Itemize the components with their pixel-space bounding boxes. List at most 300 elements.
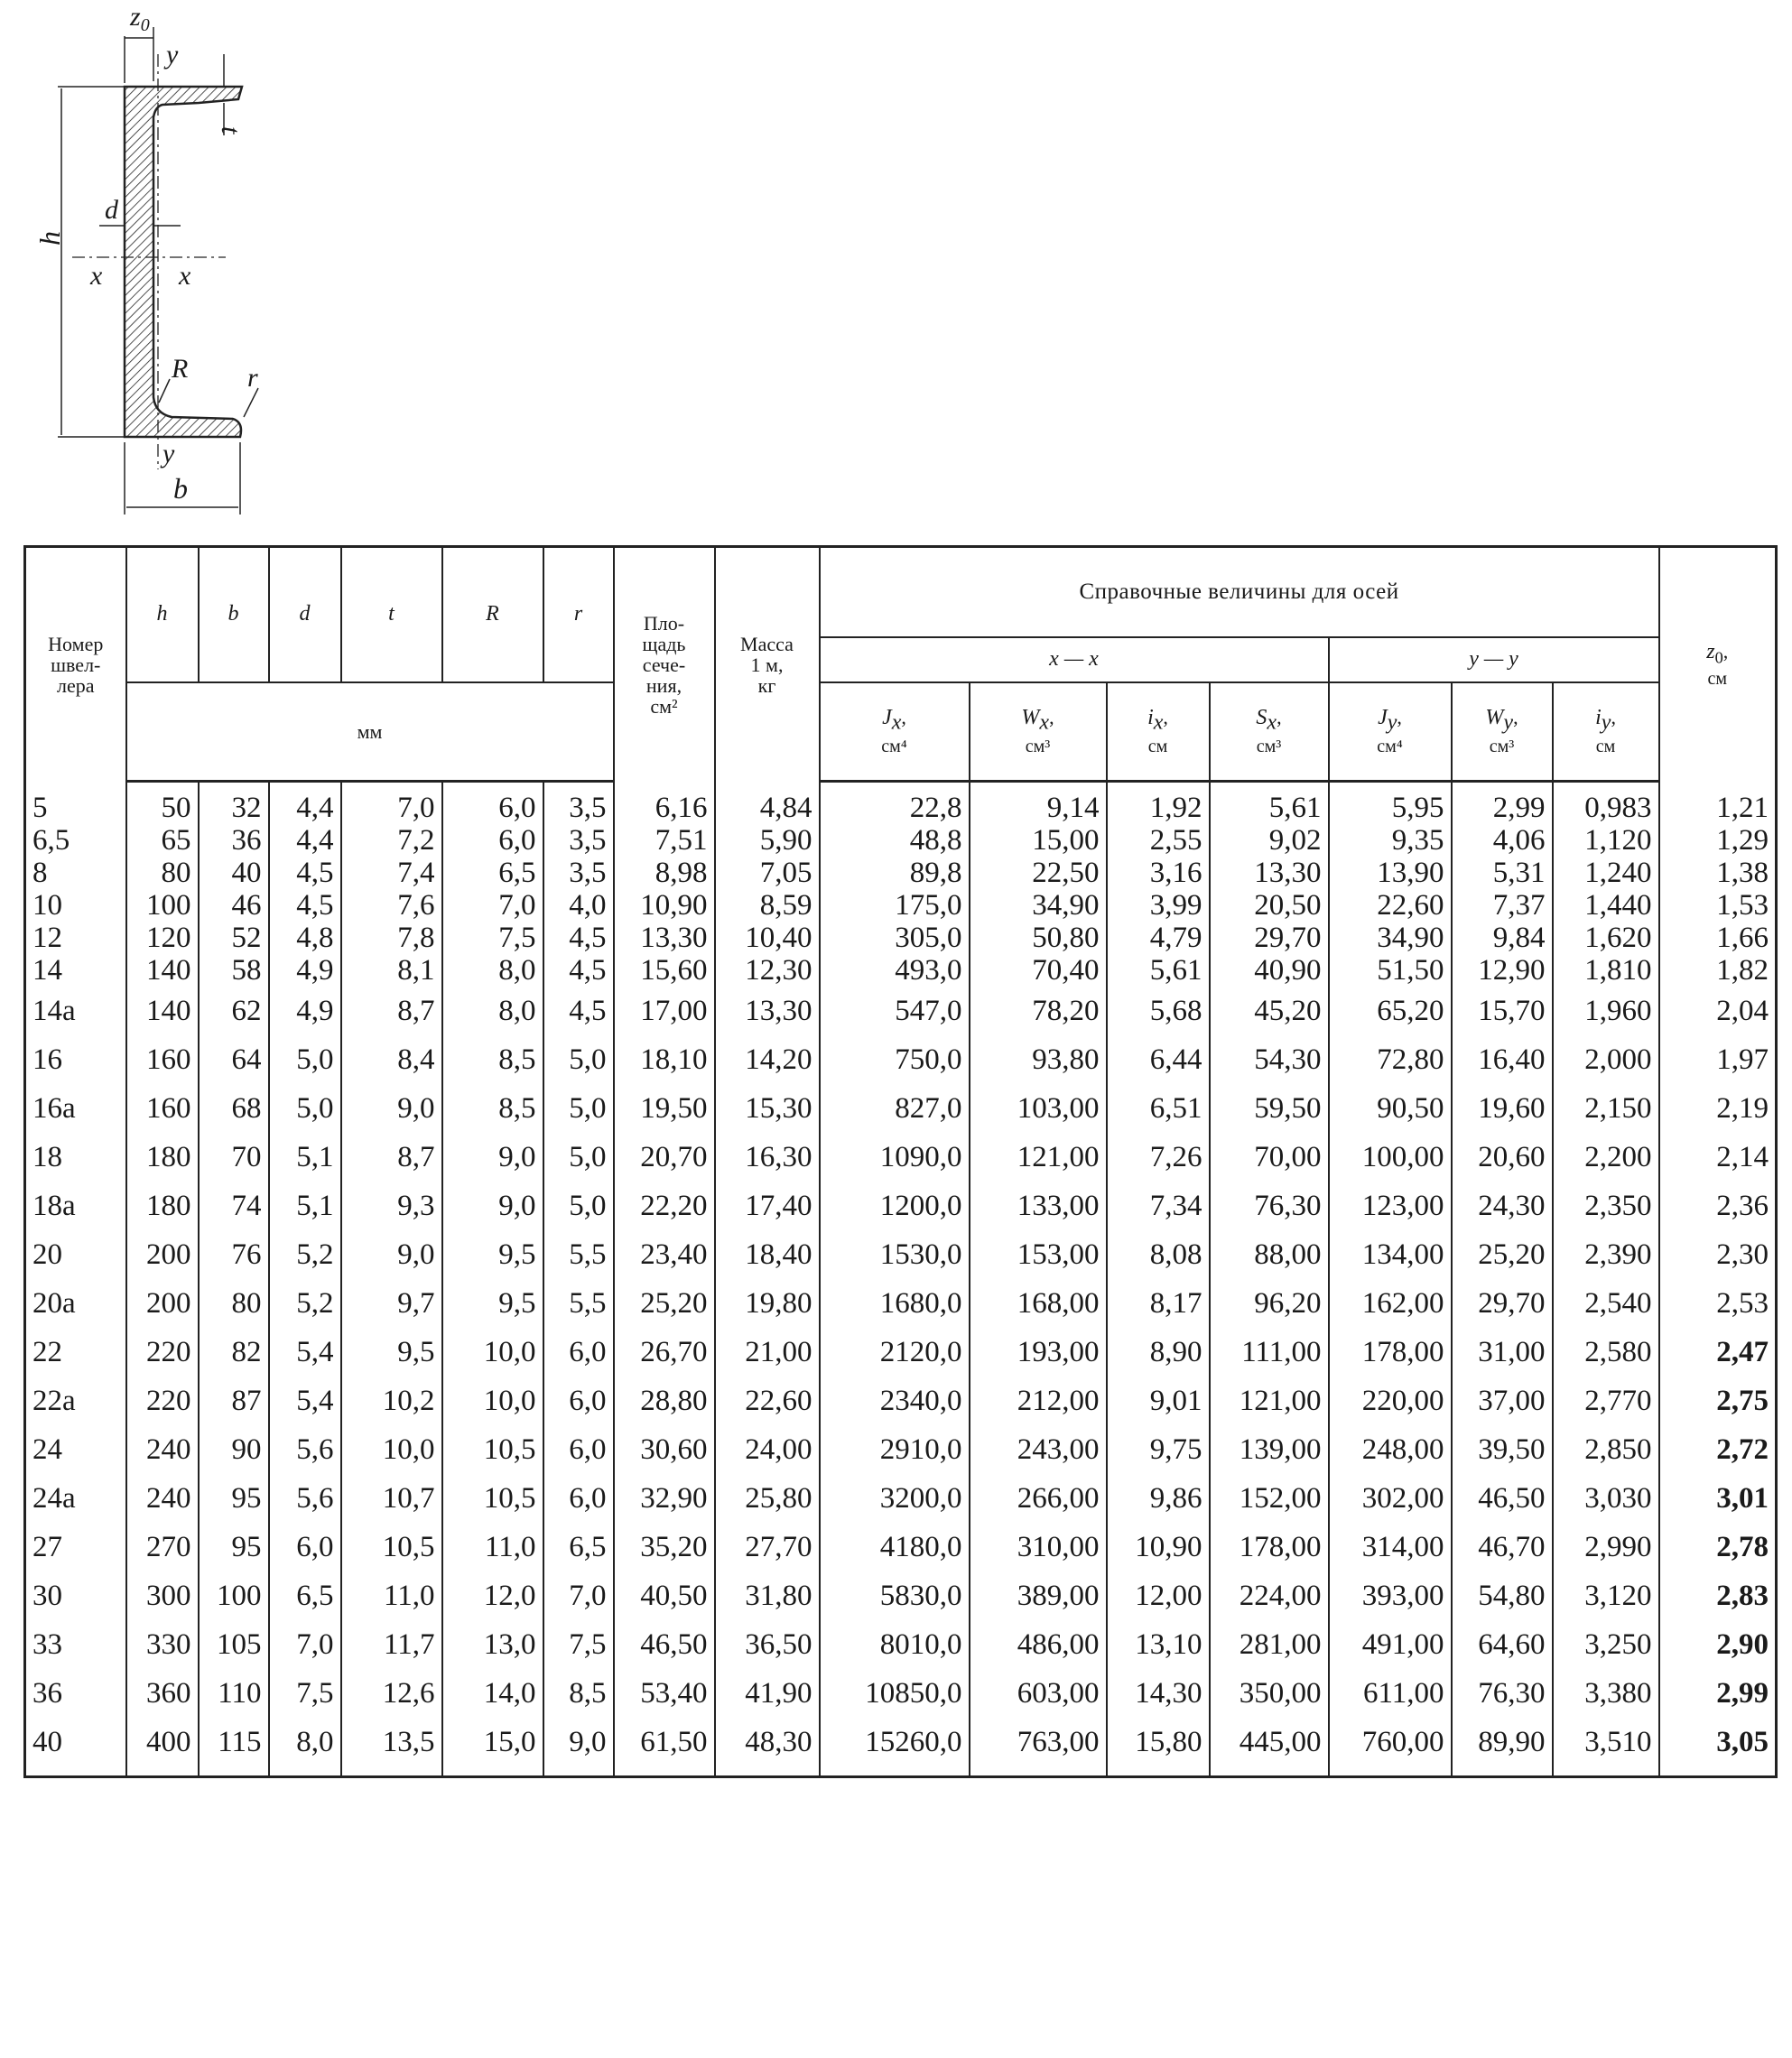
cell-b: 32 bbox=[199, 782, 269, 825]
cell-z0: 2,83 bbox=[1659, 1571, 1777, 1620]
table-row bbox=[25, 1523, 1777, 1571]
cell-h: 80 bbox=[126, 857, 199, 889]
table-row bbox=[25, 1279, 1777, 1328]
cell-area: 20,70 bbox=[614, 1133, 715, 1182]
header-reference: Справочные величины для осей bbox=[820, 547, 1659, 637]
cell-Wx: 763,00 bbox=[970, 1718, 1107, 1777]
cell-number: 33 bbox=[25, 1620, 126, 1669]
cell-Wy: 15,70 bbox=[1452, 987, 1553, 1035]
cell-b: 105 bbox=[199, 1620, 269, 1669]
cell-Jx: 493,0 bbox=[820, 954, 970, 987]
cell-Sx: 224,00 bbox=[1210, 1571, 1329, 1620]
cell-Sx: 45,20 bbox=[1210, 987, 1329, 1035]
cell-area: 30,60 bbox=[614, 1425, 715, 1474]
cell-r: 6,0 bbox=[543, 1328, 614, 1377]
cell-R: 15,0 bbox=[442, 1718, 543, 1777]
cell-Sx: 76,30 bbox=[1210, 1182, 1329, 1230]
cell-Wx: 212,00 bbox=[970, 1377, 1107, 1425]
cell-area: 23,40 bbox=[614, 1230, 715, 1279]
cell-Wy: 31,00 bbox=[1452, 1328, 1553, 1377]
cell-ix: 2,55 bbox=[1107, 824, 1210, 857]
cell-number: 10 bbox=[25, 889, 126, 922]
cell-t: 7,8 bbox=[341, 922, 442, 954]
cell-d: 4,9 bbox=[269, 987, 341, 1035]
cell-mass: 24,00 bbox=[715, 1425, 820, 1474]
cell-area: 28,80 bbox=[614, 1377, 715, 1425]
cell-d: 5,6 bbox=[269, 1425, 341, 1474]
cell-R: 6,5 bbox=[442, 857, 543, 889]
cell-r: 4,0 bbox=[543, 889, 614, 922]
cell-t: 9,7 bbox=[341, 1279, 442, 1328]
cell-t: 8,4 bbox=[341, 1035, 442, 1084]
cell-Wy: 4,06 bbox=[1452, 824, 1553, 857]
cell-Jy: 314,00 bbox=[1329, 1523, 1452, 1571]
cell-b: 36 bbox=[199, 824, 269, 857]
cell-number: 8 bbox=[25, 857, 126, 889]
cell-z0: 2,53 bbox=[1659, 1279, 1777, 1328]
cell-Jy: 123,00 bbox=[1329, 1182, 1452, 1230]
cell-mass: 7,05 bbox=[715, 857, 820, 889]
cell-t: 9,0 bbox=[341, 1230, 442, 1279]
cell-number: 20 bbox=[25, 1230, 126, 1279]
cell-d: 5,2 bbox=[269, 1230, 341, 1279]
cell-r: 8,5 bbox=[543, 1669, 614, 1718]
cell-Jx: 1090,0 bbox=[820, 1133, 970, 1182]
cell-h: 140 bbox=[126, 987, 199, 1035]
cell-Wy: 2,99 bbox=[1452, 782, 1553, 825]
cell-h: 50 bbox=[126, 782, 199, 825]
cell-Wx: 78,20 bbox=[970, 987, 1107, 1035]
cell-Jy: 134,00 bbox=[1329, 1230, 1452, 1279]
label-x-right: x bbox=[179, 261, 191, 291]
cell-Jy: 178,00 bbox=[1329, 1328, 1452, 1377]
cell-area: 10,90 bbox=[614, 889, 715, 922]
header-r: r bbox=[543, 547, 614, 682]
header-area: Пло- щадь сече- ния, см² bbox=[614, 547, 715, 782]
cell-z0: 3,01 bbox=[1659, 1474, 1777, 1523]
cell-r: 6,0 bbox=[543, 1474, 614, 1523]
cell-number: 20а bbox=[25, 1279, 126, 1328]
cell-mass: 22,60 bbox=[715, 1377, 820, 1425]
cell-area: 8,98 bbox=[614, 857, 715, 889]
cell-b: 95 bbox=[199, 1523, 269, 1571]
cell-ix: 5,61 bbox=[1107, 954, 1210, 987]
cell-Jy: 393,00 bbox=[1329, 1571, 1452, 1620]
header-R: R bbox=[442, 547, 543, 682]
cell-Sx: 59,50 bbox=[1210, 1084, 1329, 1133]
cell-Jx: 10850,0 bbox=[820, 1669, 970, 1718]
cell-mass: 19,80 bbox=[715, 1279, 820, 1328]
table-row bbox=[25, 922, 1777, 954]
cell-d: 4,4 bbox=[269, 824, 341, 857]
table-row bbox=[25, 1425, 1777, 1474]
cell-h: 65 bbox=[126, 824, 199, 857]
cell-ix: 6,51 bbox=[1107, 1084, 1210, 1133]
table-row bbox=[25, 987, 1777, 1035]
cell-Sx: 29,70 bbox=[1210, 922, 1329, 954]
header-d: d bbox=[269, 547, 341, 682]
cell-number: 18 bbox=[25, 1133, 126, 1182]
cell-ix: 4,79 bbox=[1107, 922, 1210, 954]
cell-Jy: 34,90 bbox=[1329, 922, 1452, 954]
cell-R: 6,0 bbox=[442, 824, 543, 857]
cell-d: 7,0 bbox=[269, 1620, 341, 1669]
cell-ix: 3,99 bbox=[1107, 889, 1210, 922]
cell-Jx: 305,0 bbox=[820, 922, 970, 954]
cell-Jx: 750,0 bbox=[820, 1035, 970, 1084]
table-row bbox=[25, 1328, 1777, 1377]
cell-t: 8,7 bbox=[341, 1133, 442, 1182]
cell-r: 3,5 bbox=[543, 857, 614, 889]
cell-Jx: 2340,0 bbox=[820, 1377, 970, 1425]
cell-Jy: 22,60 bbox=[1329, 889, 1452, 922]
table-row bbox=[25, 1084, 1777, 1133]
cell-d: 5,4 bbox=[269, 1377, 341, 1425]
cell-r: 5,5 bbox=[543, 1230, 614, 1279]
cell-R: 10,0 bbox=[442, 1328, 543, 1377]
cell-mass: 25,80 bbox=[715, 1474, 820, 1523]
cell-area: 6,16 bbox=[614, 782, 715, 825]
cell-Sx: 96,20 bbox=[1210, 1279, 1329, 1328]
cell-r: 5,0 bbox=[543, 1182, 614, 1230]
cell-Jx: 5830,0 bbox=[820, 1571, 970, 1620]
cell-number: 24 bbox=[25, 1425, 126, 1474]
cell-h: 180 bbox=[126, 1182, 199, 1230]
cell-b: 76 bbox=[199, 1230, 269, 1279]
cell-Sx: 88,00 bbox=[1210, 1230, 1329, 1279]
cell-iy: 2,200 bbox=[1553, 1133, 1659, 1182]
header-Wy: $W_y$, см³ bbox=[1452, 682, 1553, 782]
cell-r: 4,5 bbox=[543, 922, 614, 954]
cell-Wy: 24,30 bbox=[1452, 1182, 1553, 1230]
cell-Jx: 2120,0 bbox=[820, 1328, 970, 1377]
cell-Wx: 389,00 bbox=[970, 1571, 1107, 1620]
cell-h: 120 bbox=[126, 922, 199, 954]
cell-area: 19,50 bbox=[614, 1084, 715, 1133]
cell-Wy: 29,70 bbox=[1452, 1279, 1553, 1328]
table-row bbox=[25, 782, 1777, 825]
table-row bbox=[25, 857, 1777, 889]
table-row bbox=[25, 824, 1777, 857]
cell-r: 5,0 bbox=[543, 1084, 614, 1133]
cell-h: 270 bbox=[126, 1523, 199, 1571]
cell-iy: 2,580 bbox=[1553, 1328, 1659, 1377]
cell-number: 40 bbox=[25, 1718, 126, 1777]
cell-R: 12,0 bbox=[442, 1571, 543, 1620]
cell-d: 5,6 bbox=[269, 1474, 341, 1523]
cell-mass: 4,84 bbox=[715, 782, 820, 825]
cell-R: 8,0 bbox=[442, 987, 543, 1035]
cell-b: 110 bbox=[199, 1669, 269, 1718]
cell-r: 5,0 bbox=[543, 1035, 614, 1084]
cell-Jy: 302,00 bbox=[1329, 1474, 1452, 1523]
cell-d: 5,0 bbox=[269, 1084, 341, 1133]
cell-Jx: 547,0 bbox=[820, 987, 970, 1035]
cell-z0: 2,14 bbox=[1659, 1133, 1777, 1182]
header-number: Номер швел- лера bbox=[25, 547, 126, 782]
cell-Wx: 310,00 bbox=[970, 1523, 1107, 1571]
cell-Wy: 9,84 bbox=[1452, 922, 1553, 954]
cell-Wx: 153,00 bbox=[970, 1230, 1107, 1279]
cell-area: 35,20 bbox=[614, 1523, 715, 1571]
label-R: R bbox=[172, 354, 189, 384]
cell-Jy: 51,50 bbox=[1329, 954, 1452, 987]
cell-iy: 2,390 bbox=[1553, 1230, 1659, 1279]
cell-z0: 1,21 bbox=[1659, 782, 1777, 825]
header-Jy: $J_y$, см⁴ bbox=[1329, 682, 1452, 782]
cell-r: 5,0 bbox=[543, 1133, 614, 1182]
cell-r: 6,5 bbox=[543, 1523, 614, 1571]
cell-Jy: 248,00 bbox=[1329, 1425, 1452, 1474]
cell-Wx: 168,00 bbox=[970, 1279, 1107, 1328]
cell-t: 8,1 bbox=[341, 954, 442, 987]
cell-d: 4,5 bbox=[269, 857, 341, 889]
header-z0: $z_0$, см bbox=[1659, 547, 1777, 782]
cell-ix: 8,17 bbox=[1107, 1279, 1210, 1328]
cell-Jy: 90,50 bbox=[1329, 1084, 1452, 1133]
cell-r: 7,0 bbox=[543, 1571, 614, 1620]
cell-Wy: 46,70 bbox=[1452, 1523, 1553, 1571]
cell-R: 11,0 bbox=[442, 1523, 543, 1571]
cell-b: 74 bbox=[199, 1182, 269, 1230]
cell-area: 7,51 bbox=[614, 824, 715, 857]
cell-b: 100 bbox=[199, 1571, 269, 1620]
table-row bbox=[25, 1035, 1777, 1084]
cell-Sx: 152,00 bbox=[1210, 1474, 1329, 1523]
cell-t: 10,0 bbox=[341, 1425, 442, 1474]
table-body bbox=[25, 782, 1777, 1777]
cell-Jy: 5,95 bbox=[1329, 782, 1452, 825]
cell-mass: 48,30 bbox=[715, 1718, 820, 1777]
cell-h: 140 bbox=[126, 954, 199, 987]
channel-properties-table bbox=[23, 545, 1778, 1778]
cell-R: 14,0 bbox=[442, 1669, 543, 1718]
cell-Sx: 5,61 bbox=[1210, 782, 1329, 825]
cell-mass: 17,40 bbox=[715, 1182, 820, 1230]
cell-R: 10,5 bbox=[442, 1474, 543, 1523]
channel-properties-table-wrap bbox=[23, 545, 1775, 1778]
cell-R: 13,0 bbox=[442, 1620, 543, 1669]
cell-z0: 2,72 bbox=[1659, 1425, 1777, 1474]
cell-Wx: 15,00 bbox=[970, 824, 1107, 857]
cell-h: 160 bbox=[126, 1035, 199, 1084]
cell-t: 9,0 bbox=[341, 1084, 442, 1133]
cell-mass: 21,00 bbox=[715, 1328, 820, 1377]
cell-Jx: 15260,0 bbox=[820, 1718, 970, 1777]
cell-z0: 2,47 bbox=[1659, 1328, 1777, 1377]
cell-b: 95 bbox=[199, 1474, 269, 1523]
cell-b: 70 bbox=[199, 1133, 269, 1182]
cell-d: 4,4 bbox=[269, 782, 341, 825]
cell-z0: 3,05 bbox=[1659, 1718, 1777, 1777]
cell-d: 5,1 bbox=[269, 1133, 341, 1182]
cell-Sx: 178,00 bbox=[1210, 1523, 1329, 1571]
cell-R: 9,0 bbox=[442, 1133, 543, 1182]
cell-Wx: 603,00 bbox=[970, 1669, 1107, 1718]
cell-mass: 10,40 bbox=[715, 922, 820, 954]
cell-mass: 8,59 bbox=[715, 889, 820, 922]
cell-Wx: 70,40 bbox=[970, 954, 1107, 987]
header-Jx: $J_x$, см⁴ bbox=[820, 682, 970, 782]
cell-r: 3,5 bbox=[543, 824, 614, 857]
header-iy: $i_y$, см bbox=[1553, 682, 1659, 782]
cell-iy: 2,850 bbox=[1553, 1425, 1659, 1474]
cell-iy: 2,000 bbox=[1553, 1035, 1659, 1084]
cell-r: 6,0 bbox=[543, 1425, 614, 1474]
label-h: h bbox=[33, 231, 66, 246]
cell-Wx: 93,80 bbox=[970, 1035, 1107, 1084]
table-row bbox=[25, 1718, 1777, 1777]
cell-t: 13,5 bbox=[341, 1718, 442, 1777]
cell-z0: 2,90 bbox=[1659, 1620, 1777, 1669]
cell-Wx: 9,14 bbox=[970, 782, 1107, 825]
cell-z0: 1,66 bbox=[1659, 922, 1777, 954]
cell-Jx: 48,8 bbox=[820, 824, 970, 857]
header-mm: мм bbox=[126, 682, 614, 782]
cell-ix: 7,34 bbox=[1107, 1182, 1210, 1230]
cell-z0: 1,53 bbox=[1659, 889, 1777, 922]
cell-t: 8,7 bbox=[341, 987, 442, 1035]
cell-Sx: 70,00 bbox=[1210, 1133, 1329, 1182]
cell-R: 9,5 bbox=[442, 1230, 543, 1279]
table-row bbox=[25, 1571, 1777, 1620]
cell-ix: 6,44 bbox=[1107, 1035, 1210, 1084]
cell-h: 180 bbox=[126, 1133, 199, 1182]
cell-h: 200 bbox=[126, 1230, 199, 1279]
cell-Wy: 19,60 bbox=[1452, 1084, 1553, 1133]
cell-Sx: 20,50 bbox=[1210, 889, 1329, 922]
cell-iy: 3,120 bbox=[1553, 1571, 1659, 1620]
cell-h: 220 bbox=[126, 1377, 199, 1425]
cell-number: 27 bbox=[25, 1523, 126, 1571]
cell-iy: 3,510 bbox=[1553, 1718, 1659, 1777]
cell-b: 68 bbox=[199, 1084, 269, 1133]
cell-Wy: 46,50 bbox=[1452, 1474, 1553, 1523]
cell-r: 7,5 bbox=[543, 1620, 614, 1669]
cell-b: 80 bbox=[199, 1279, 269, 1328]
cell-Jx: 8010,0 bbox=[820, 1620, 970, 1669]
table-row bbox=[25, 954, 1777, 987]
cell-Jy: 9,35 bbox=[1329, 824, 1452, 857]
table-row bbox=[25, 1377, 1777, 1425]
cell-d: 5,2 bbox=[269, 1279, 341, 1328]
cell-area: 15,60 bbox=[614, 954, 715, 987]
cell-b: 52 bbox=[199, 922, 269, 954]
cell-d: 6,5 bbox=[269, 1571, 341, 1620]
cell-Wx: 133,00 bbox=[970, 1182, 1107, 1230]
cell-t: 9,3 bbox=[341, 1182, 442, 1230]
cell-t: 10,5 bbox=[341, 1523, 442, 1571]
cell-mass: 18,40 bbox=[715, 1230, 820, 1279]
cell-Wy: 20,60 bbox=[1452, 1133, 1553, 1182]
cell-iy: 3,030 bbox=[1553, 1474, 1659, 1523]
cell-d: 8,0 bbox=[269, 1718, 341, 1777]
cell-number: 22а bbox=[25, 1377, 126, 1425]
header-axis-y: y — y bbox=[1329, 637, 1659, 682]
cell-number: 12 bbox=[25, 922, 126, 954]
cell-Jy: 491,00 bbox=[1329, 1620, 1452, 1669]
cell-Jy: 162,00 bbox=[1329, 1279, 1452, 1328]
cell-iy: 1,240 bbox=[1553, 857, 1659, 889]
cell-iy: 1,120 bbox=[1553, 824, 1659, 857]
cell-z0: 1,29 bbox=[1659, 824, 1777, 857]
cell-number: 16 bbox=[25, 1035, 126, 1084]
cell-t: 7,4 bbox=[341, 857, 442, 889]
cell-Jx: 4180,0 bbox=[820, 1523, 970, 1571]
cell-Sx: 139,00 bbox=[1210, 1425, 1329, 1474]
cell-R: 8,5 bbox=[442, 1035, 543, 1084]
cell-Jy: 65,20 bbox=[1329, 987, 1452, 1035]
header-h: h bbox=[126, 547, 199, 682]
cell-Wy: 5,31 bbox=[1452, 857, 1553, 889]
cell-Wx: 121,00 bbox=[970, 1133, 1107, 1182]
cell-b: 87 bbox=[199, 1377, 269, 1425]
cell-iy: 2,990 bbox=[1553, 1523, 1659, 1571]
cell-ix: 3,16 bbox=[1107, 857, 1210, 889]
cell-area: 32,90 bbox=[614, 1474, 715, 1523]
cell-area: 22,20 bbox=[614, 1182, 715, 1230]
header-Sx: $S_x$, см³ bbox=[1210, 682, 1329, 782]
header-t: t bbox=[341, 547, 442, 682]
cell-Jx: 827,0 bbox=[820, 1084, 970, 1133]
cell-number: 16а bbox=[25, 1084, 126, 1133]
cell-iy: 0,983 bbox=[1553, 782, 1659, 825]
cell-iy: 3,380 bbox=[1553, 1669, 1659, 1718]
cell-iy: 1,620 bbox=[1553, 922, 1659, 954]
cell-ix: 10,90 bbox=[1107, 1523, 1210, 1571]
cell-h: 200 bbox=[126, 1279, 199, 1328]
cell-iy: 1,440 bbox=[1553, 889, 1659, 922]
header-b: b bbox=[199, 547, 269, 682]
cell-R: 10,5 bbox=[442, 1425, 543, 1474]
cell-R: 10,0 bbox=[442, 1377, 543, 1425]
cell-d: 7,5 bbox=[269, 1669, 341, 1718]
cell-number: 14 bbox=[25, 954, 126, 987]
cell-Jy: 760,00 bbox=[1329, 1718, 1452, 1777]
cell-R: 9,0 bbox=[442, 1182, 543, 1230]
channel-section-diagram bbox=[18, 0, 307, 542]
cell-d: 4,5 bbox=[269, 889, 341, 922]
cell-number: 36 bbox=[25, 1669, 126, 1718]
cell-h: 330 bbox=[126, 1620, 199, 1669]
cell-Sx: 281,00 bbox=[1210, 1620, 1329, 1669]
cell-d: 5,4 bbox=[269, 1328, 341, 1377]
cell-iy: 1,810 bbox=[1553, 954, 1659, 987]
cell-Jy: 611,00 bbox=[1329, 1669, 1452, 1718]
cell-d: 5,1 bbox=[269, 1182, 341, 1230]
cell-ix: 8,08 bbox=[1107, 1230, 1210, 1279]
cell-area: 25,20 bbox=[614, 1279, 715, 1328]
cell-mass: 5,90 bbox=[715, 824, 820, 857]
cell-iy: 2,770 bbox=[1553, 1377, 1659, 1425]
cell-Sx: 111,00 bbox=[1210, 1328, 1329, 1377]
cell-Sx: 54,30 bbox=[1210, 1035, 1329, 1084]
label-t: t bbox=[216, 126, 246, 134]
cell-r: 4,5 bbox=[543, 954, 614, 987]
cell-ix: 9,86 bbox=[1107, 1474, 1210, 1523]
cell-Wy: 39,50 bbox=[1452, 1425, 1553, 1474]
cell-ix: 9,01 bbox=[1107, 1377, 1210, 1425]
cell-z0: 2,36 bbox=[1659, 1182, 1777, 1230]
cell-z0: 2,78 bbox=[1659, 1523, 1777, 1571]
cell-area: 53,40 bbox=[614, 1669, 715, 1718]
label-z0: $z_0$ bbox=[130, 2, 150, 35]
cell-Jx: 1530,0 bbox=[820, 1230, 970, 1279]
cell-mass: 41,90 bbox=[715, 1669, 820, 1718]
cell-d: 4,9 bbox=[269, 954, 341, 987]
table-row bbox=[25, 1182, 1777, 1230]
cell-mass: 27,70 bbox=[715, 1523, 820, 1571]
